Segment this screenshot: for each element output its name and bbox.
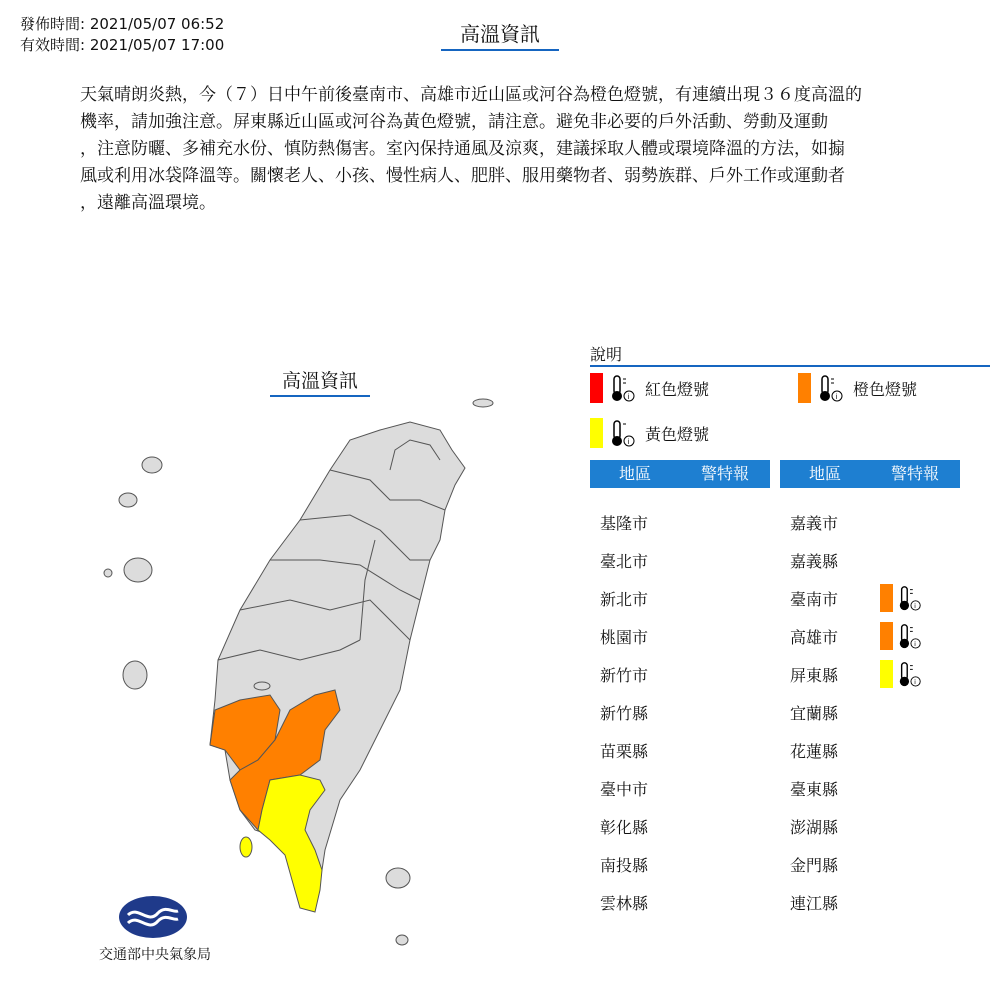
region-name: 南投縣 xyxy=(600,855,649,875)
legend-item-red xyxy=(590,373,709,403)
region-name: 新北市 xyxy=(600,589,649,609)
region-name: 屏東縣 xyxy=(790,665,839,685)
table-row xyxy=(780,731,980,769)
region-name: 臺東縣 xyxy=(790,779,839,799)
region-name: 新竹市 xyxy=(600,665,649,685)
region-name: 桃園市 xyxy=(600,627,649,647)
region-name: 彰化縣 xyxy=(600,817,649,837)
svg-text:i: i xyxy=(914,678,916,687)
region-name: 臺中市 xyxy=(600,779,649,799)
warning-indicator xyxy=(880,660,923,688)
region-name: 新竹縣 xyxy=(600,703,649,723)
table-row xyxy=(590,883,790,921)
warning-swatch-orange xyxy=(880,622,893,650)
svg-text:i: i xyxy=(627,438,630,446)
table-row xyxy=(590,541,790,579)
legend-swatch-yellow xyxy=(590,418,603,448)
region-name: 連江縣 xyxy=(790,893,839,913)
table-row xyxy=(780,617,980,655)
table-row xyxy=(590,693,790,731)
issue-info xyxy=(20,14,224,56)
table-row xyxy=(590,617,790,655)
legend-label-orange: 橙色燈號 xyxy=(853,379,918,399)
region-name: 花蓮縣 xyxy=(790,741,839,761)
thermometer-icon xyxy=(609,373,637,403)
thermometer-icon xyxy=(609,418,637,448)
legend-label-yellow: 黃色燈號 xyxy=(645,424,710,444)
legend-swatch-orange xyxy=(798,373,811,403)
region-name: 臺北市 xyxy=(600,551,649,571)
region-list-right xyxy=(780,503,980,921)
table-row xyxy=(780,883,980,921)
valid-time: 有效時間: 2021/05/07 17:00 xyxy=(20,36,225,54)
table-row xyxy=(780,579,980,617)
table-row xyxy=(590,807,790,845)
region-name: 金門縣 xyxy=(790,855,839,875)
issued-time: 發佈時間: 2021/05/07 06:52 xyxy=(20,15,225,33)
page-title: 高溫資訊 xyxy=(441,18,559,51)
legend-item-yellow xyxy=(590,418,709,448)
region-name: 宜蘭縣 xyxy=(790,703,839,723)
map-title: 高溫資訊 xyxy=(270,366,370,397)
region-name: 苗栗縣 xyxy=(600,741,649,761)
region-name: 基隆市 xyxy=(600,513,649,533)
thermometer-icon xyxy=(897,660,923,688)
table-row xyxy=(780,503,980,541)
svg-text:i: i xyxy=(835,393,838,401)
header-warning: 警特報 xyxy=(890,464,939,483)
thermometer-icon xyxy=(817,373,845,403)
table-row xyxy=(780,769,980,807)
region-name: 嘉義縣 xyxy=(790,551,839,571)
legend-swatch-red xyxy=(590,373,603,403)
agency-name: 交通部中央氣象局 xyxy=(99,947,211,963)
legend-label-red: 紅色燈號 xyxy=(645,379,710,399)
table-row xyxy=(780,655,980,693)
warning-swatch-orange xyxy=(880,584,893,612)
table-header-left xyxy=(590,460,770,488)
table-row xyxy=(780,541,980,579)
thermometer-icon xyxy=(897,622,923,650)
region-list-left xyxy=(590,503,790,921)
region-name: 雲林縣 xyxy=(600,893,649,913)
svg-text:i: i xyxy=(914,602,916,611)
table-row xyxy=(590,655,790,693)
region-name: 臺南市 xyxy=(790,589,839,609)
warning-indicator xyxy=(880,622,923,650)
warning-swatch-yellow xyxy=(880,660,893,688)
svg-text:i: i xyxy=(627,393,630,401)
header-region: 地區 xyxy=(618,464,651,483)
svg-text:i: i xyxy=(914,640,916,649)
table-row xyxy=(780,845,980,883)
warning-description: 天氣晴朗炎熱，今（７）日中午前後臺南市、高雄市近山區或河谷為橙色燈號，有連續出現３６度高溫的 機率，請加強注意。屏東縣近山區或河谷為黃色燈號，請注意。避免非必要的戶外活動、勞動及運動 ，注意防曬、多補充水份、慎防熱傷害。室內保持通風及涼爽，建議採取人體或環境降溫的方法，如搧 風或利用冰袋降溫等。關懷老人、小孩、慢性病人、肥胖、服用藥物者、弱勢族群、戶外工作或運動者 ，遠離高溫環境。 xyxy=(80,85,862,213)
region-name: 嘉義市 xyxy=(790,513,839,533)
legend-title: 說明 xyxy=(590,345,623,364)
table-row xyxy=(590,731,790,769)
table-row xyxy=(780,807,980,845)
region-name: 高雄市 xyxy=(790,627,839,647)
table-row xyxy=(590,845,790,883)
header-warning: 警特報 xyxy=(700,464,749,483)
header-region: 地區 xyxy=(808,464,841,483)
table-row xyxy=(780,693,980,731)
table-header-right xyxy=(780,460,960,488)
cwb-logo xyxy=(118,895,188,939)
table-row xyxy=(590,503,790,541)
legend-divider xyxy=(590,365,990,367)
table-row xyxy=(590,579,790,617)
legend-item-orange xyxy=(798,373,917,403)
warning-indicator xyxy=(880,584,923,612)
taiwan-map xyxy=(90,360,510,980)
region-name: 澎湖縣 xyxy=(790,817,839,837)
thermometer-icon xyxy=(897,584,923,612)
table-row xyxy=(590,769,790,807)
